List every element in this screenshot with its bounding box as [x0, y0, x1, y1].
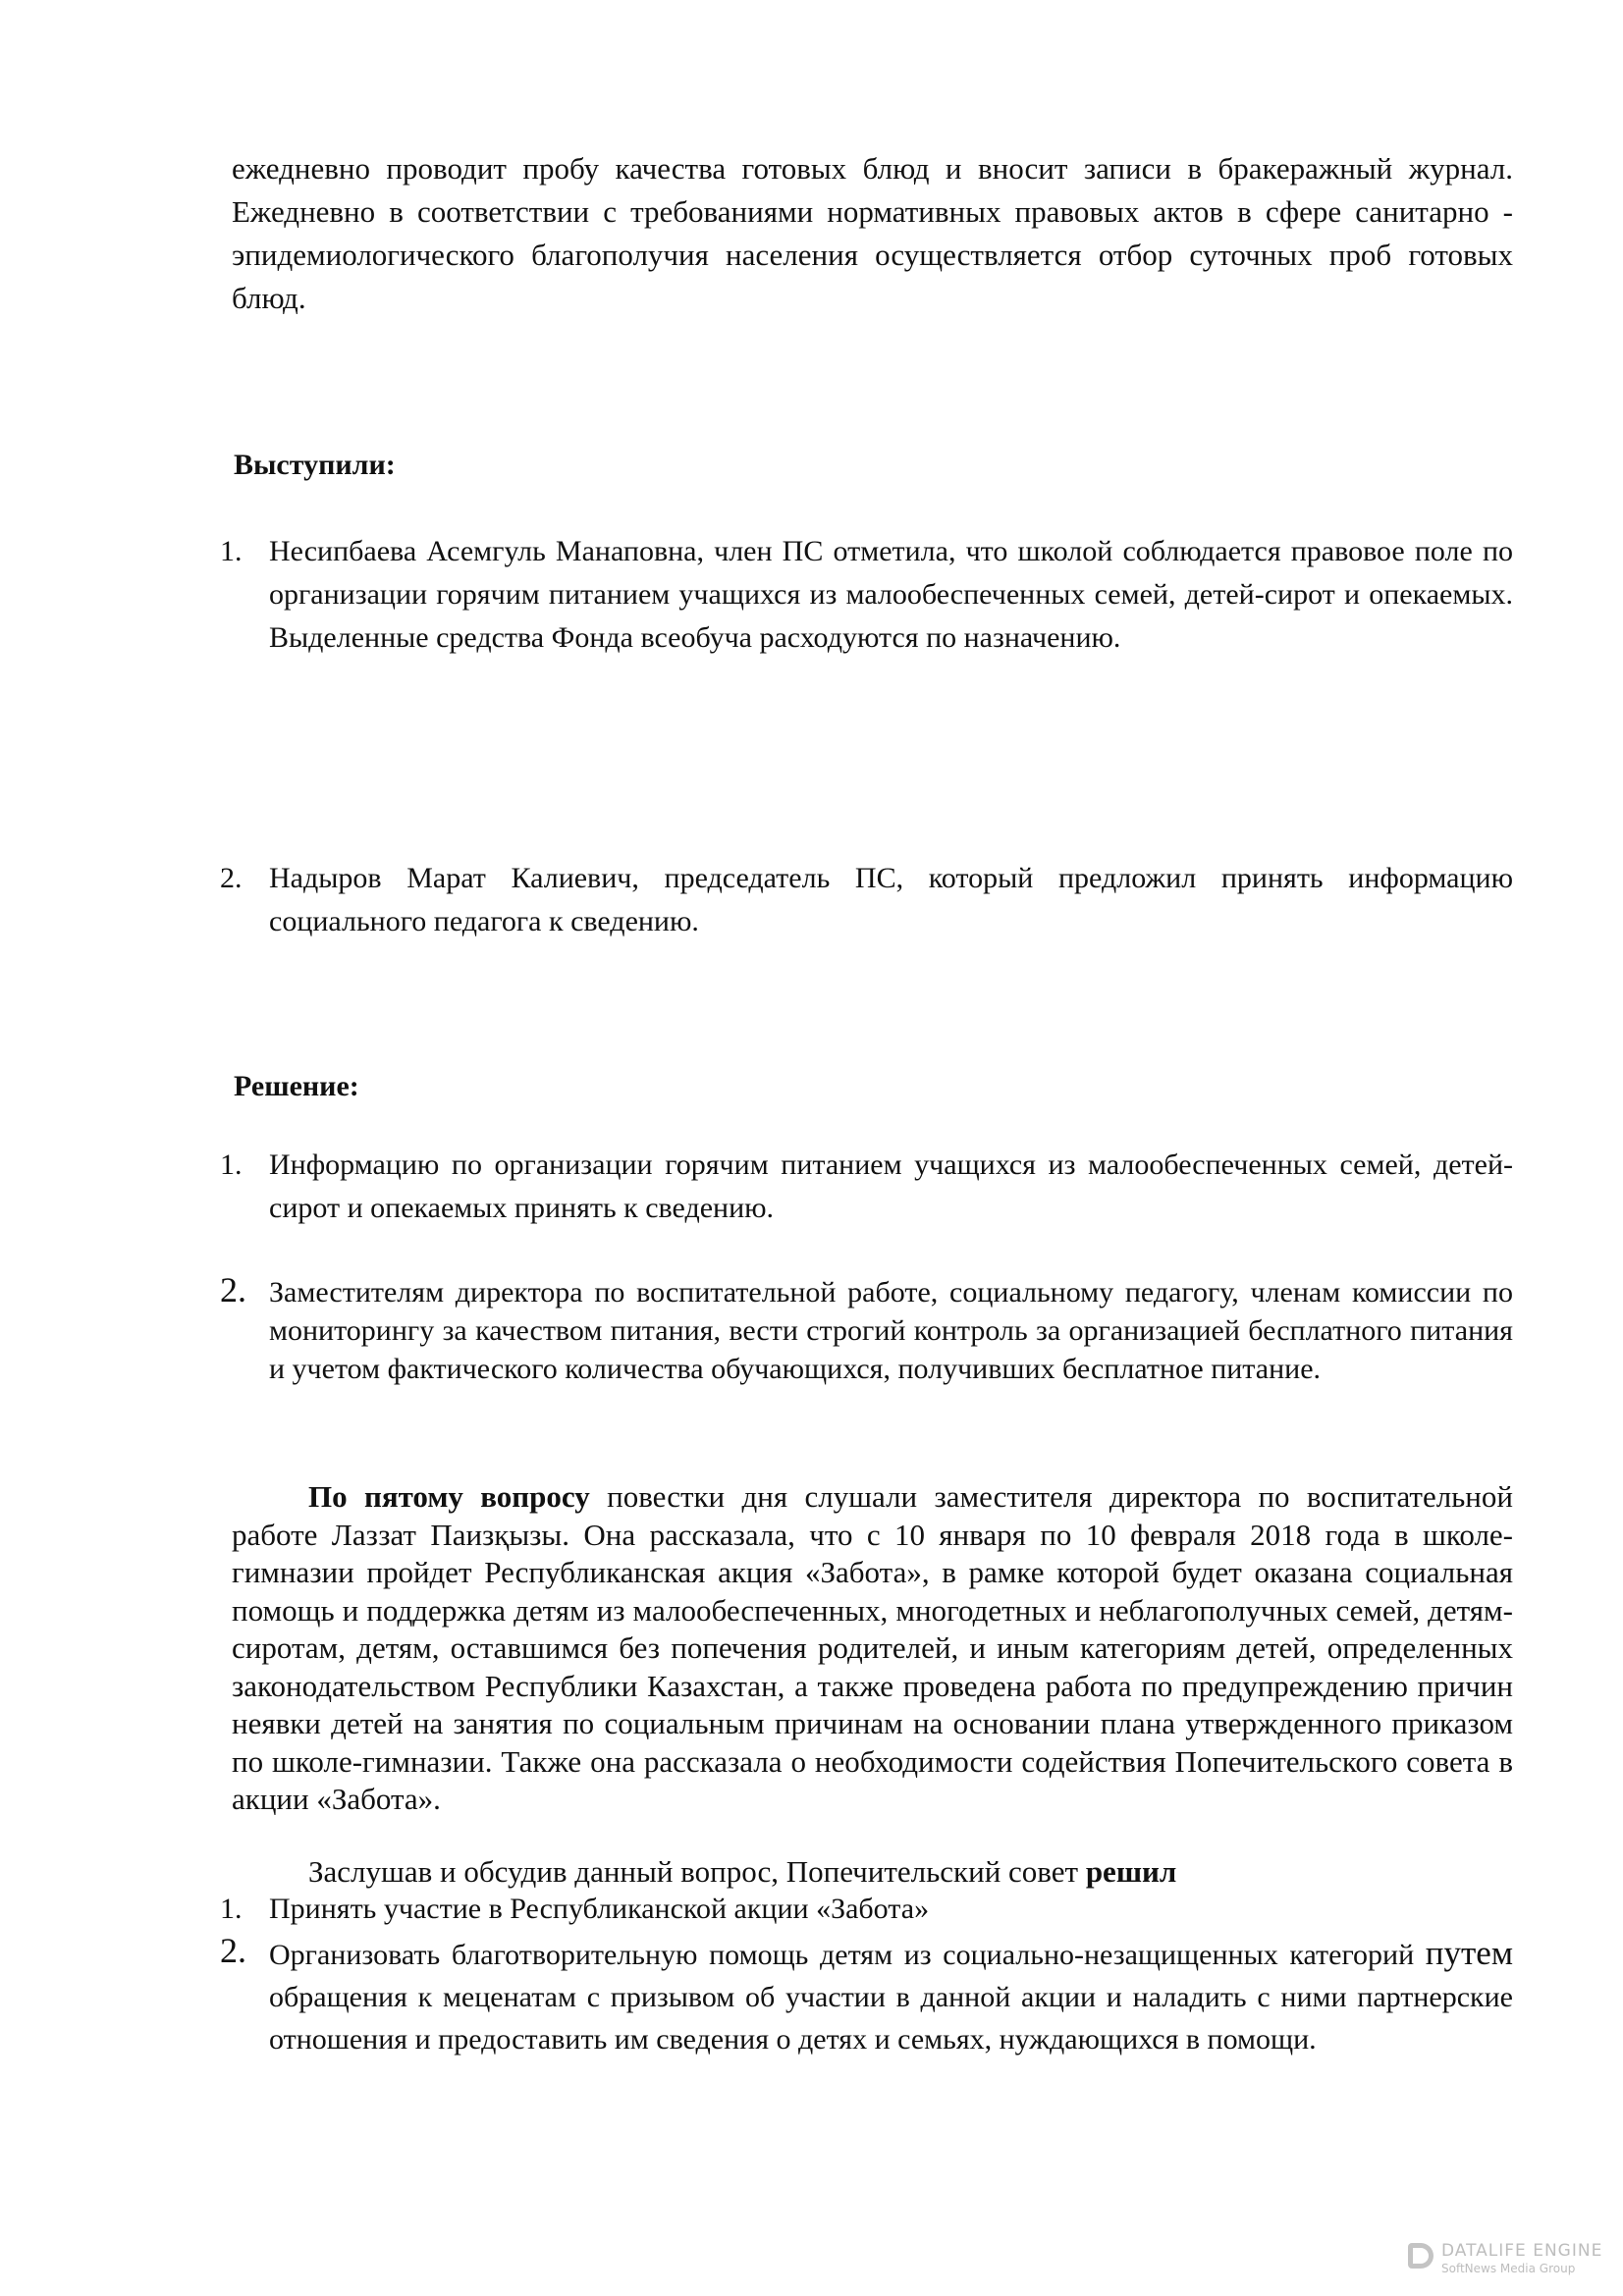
list-text-part: обращения к меценатам с призывом об участии в данной акции и наладить с ними партнерские отношения и предоставить им сведения о детях и семьях, нуждающихся в помощи.: [269, 1981, 1513, 2056]
list-text: Информацию по организации горячим питанием учащихся из малообеспеченных семей, детей- сирот и опекаемых принять к сведению.: [269, 1148, 1513, 1224]
council-item-1: [220, 1891, 1513, 1928]
council-decision-bold: решил: [1085, 1854, 1177, 1889]
council-decision-intro: [232, 1853, 1513, 1891]
list-text: Надыров Марат Калиевич, председатель ПС, который предложил принять информацию социального педагога к сведению.: [269, 862, 1513, 937]
fifth-question-paragraph: [232, 1478, 1513, 1819]
decision-item-1: [220, 1144, 1513, 1230]
council-item-2: [220, 1932, 1513, 2060]
datalife-logo-icon: [1408, 2243, 1434, 2269]
list-text-part: Организовать благотворительную помощь детям из социально-незащищенных категорий: [269, 1939, 1426, 1971]
fifth-question-text: повестки дня слушали заместителя директора по воспитательной работе Лаззат Паизқызы. Она рассказала, что с 10 января по 10 февраля 2018 года в школе-гимназии пройдет Республиканская акция «Забота», в рамке которой будет оказана социальная помощь и поддержка детям из малообеспеченных, многодетных и неблагополучных семей, детям-сиротам, детям, оставшимся без попечения родителей, и иным категориям детей, определенных законодательством Республики Казахстан, а также проведена работа по предупреждению причин неявки детей на занятия по социальным причинам на основании плана утвержденного приказом по школе-гимназии. Также она рассказала о необходимости содействия Попечительского совета в акции «Забота».: [232, 1479, 1513, 1816]
watermark-subtitle: SoftNews Media Group: [1441, 2262, 1576, 2275]
list-number: 2.: [220, 862, 243, 894]
decision-item-2: [220, 1270, 1513, 1388]
list-text: Несипбаева Асемгуль Манаповна, член ПС отметила, что школой соблюдается правовое поле по организации горячим питанием учащихся из малообеспеченных семей, детей-сирот и опекаемых. Выделенные средства Фонда всеобуча расходуются по назначению.: [269, 535, 1513, 654]
intro-paragraph: ежедневно проводит пробу качества готовых блюд и вносит записи в бракеражный журнал. Ежедневно в соответствии с требованиями нормативных правовых актов в сфере санитарно - эпидемиологического благополучия населения осуществляется отбор суточных проб готовых блюд.: [232, 151, 1513, 315]
list-number: 1.: [220, 535, 243, 567]
list-number: 1.: [220, 1148, 243, 1181]
list-number: 1.: [220, 1893, 243, 1925]
list-text: Принять участие в Республиканской акции «Забота»: [269, 1893, 930, 1925]
list-text: Заместителям директора по воспитательной работе, социальному педагогу, членам комиссии по мониторингу за качеством питания, вести строгий контроль за организацией бесплатного питания и учетом фактического количества обучающихся, получивших бесплатное питание.: [269, 1276, 1513, 1385]
speaker-item-2: [220, 857, 1513, 943]
watermark-title: DATALIFE ENGINE: [1441, 2241, 1603, 2261]
speakers-heading: Выступили:: [234, 449, 396, 481]
list-text: [269, 1932, 1513, 2060]
list-number: 2.: [220, 1931, 246, 1970]
datalife-engine-watermark: [1408, 2241, 1614, 2280]
speaker-item-1: [220, 530, 1513, 660]
council-intro-text: Заслушав и обсудив данный вопрос, Попечительский совет: [308, 1854, 1086, 1889]
list-number: 2.: [220, 1270, 246, 1309]
list-text-emphasis: путем: [1425, 1934, 1513, 1972]
fifth-question-lead: По пятому вопросу: [308, 1479, 590, 1514]
decision-heading: Решение:: [234, 1070, 359, 1102]
